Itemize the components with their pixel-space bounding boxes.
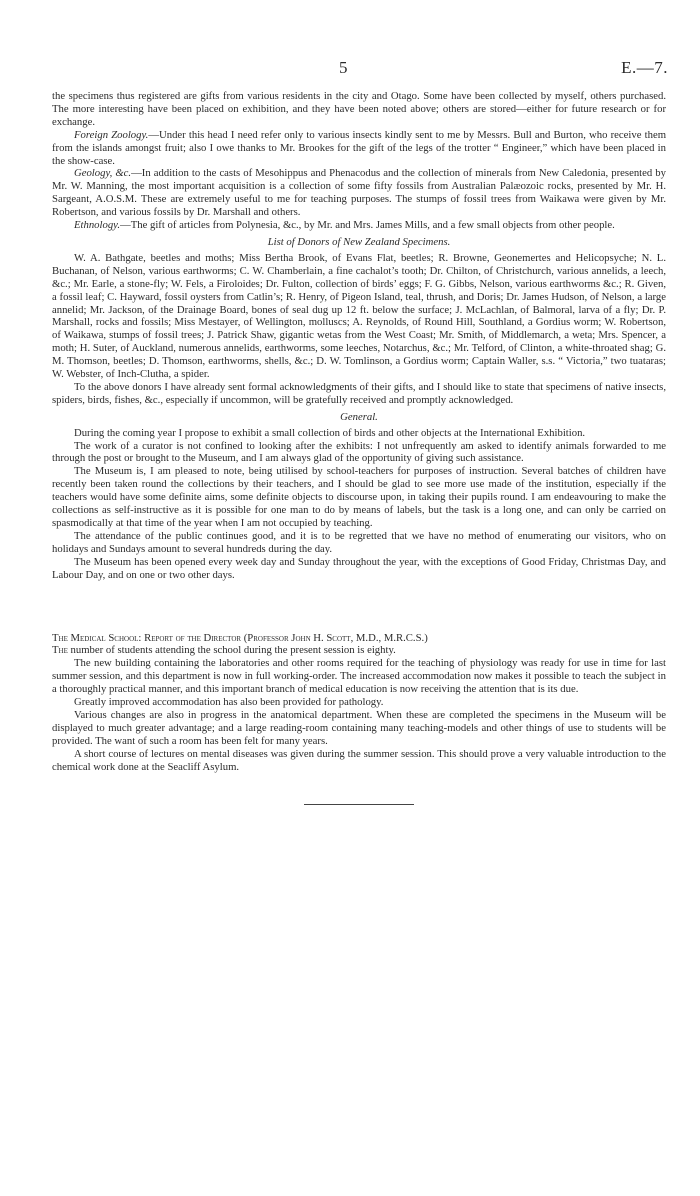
ethnology-label: Ethnology. <box>74 219 121 232</box>
medical-school-section <box>52 632 666 774</box>
general-paragraph-1: During the coming year I propose to exhibit a small collection of birds and other objects at the International Exhibition. <box>74 426 586 439</box>
geology-text: —In addition to the casts of Mesohippus and Phenacodus and the collection of minerals from New Caledonia, presented by Mr. W. Manning, the most important acquisition is a collection of some fifty fossils from Australian Palæozoic rocks, presented by Mr. H. Sargeant, A.O.S.M. These are extremely useful to me for teaching purposes. The stumps of fossil trees from Waikawa were given by Mr. Robertson, and various fossils by Dr. Marshall and others. <box>52 167 666 219</box>
medical-paragraph-3: Greatly improved accommodation has also been provided for pathology. <box>74 696 384 709</box>
museum-report-section <box>52 90 666 582</box>
ethnology-paragraph <box>52 219 666 232</box>
donors-heading: List of Donors of New Zealand Specimens. <box>267 235 451 248</box>
medical-p1-text: number of students attending the school during the present session is eighty. <box>67 644 396 657</box>
section-end-rule <box>304 804 414 805</box>
medical-heading-smallcaps: The Medical School: Report of the Director (Professor John H. Scott, <box>52 631 354 644</box>
intro-paragraph: the specimens thus registered are gifts from various residents in the city and Otago. Some have been collected by myself, others purchased. The more interesting have been placed on exhibition, and they have been noted above; others are stored—either for future research or for exchange. <box>52 90 666 128</box>
medical-paragraph-1 <box>52 644 666 657</box>
donors-thanks-paragraph: To the above donors I have already sent formal acknowledgments of their gifts, and I should like to state that specimens of native insects, spiders, birds, fishes, &c., especially if uncommon, will be gratefully received and promptly acknowledged. <box>52 380 666 406</box>
foreign-zoology-paragraph <box>52 129 666 168</box>
medical-p1-lead: The <box>52 644 68 657</box>
medical-paragraph-2: The new building containing the laboratories and other rooms required for the teaching of physiology was ready for use in time for last summer session, and this department is now in full working-order. The increased accommodation now makes it possible to teach the subject in a thoroughly practical manner, and this important branch of medical education is now receiving the attention that is its due. <box>52 657 666 696</box>
page-number: 5 <box>339 58 348 77</box>
general-paragraph-3: The Museum is, I am pleased to note, being utilised by school-teachers for purposes of instruction. Several batches of children have recently been taken round the collections by their teachers, and I should be glad to see more use made of the institution, especially if the teachers would have some definite aims, some definite objects to discourse upon, in taking their pupils round. I am endeavouring to make the collections as self-instructive as it is possible for one man to do by means of labels, but the task is a long one, and can only be carried on spasmodically at that time of the year when I am not occupied by teaching. <box>52 465 666 529</box>
medical-school-heading <box>52 632 666 645</box>
general-heading: General. <box>340 410 378 423</box>
general-paragraph-4: The attendance of the public continues good, and it is to be regretted that we have no method of enumerating our visitors, who on holidays and Sundays amount to several hundreds during the day. <box>52 529 666 555</box>
medical-paragraph-5: A short course of lectures on mental diseases was given during the summer session. This should prove a very valuable introduction to the chemical work done at the Seacliff Asylum. <box>52 747 666 773</box>
foreign-zoology-text: —Under this head I need refer only to various insects kindly sent to me by Messrs. Bull and Burton, who receive them from the islands amongst fruit; also I owe thanks to Mr. Brookes for the gift of the legs of the trotter “ Engineer,” which have been placed in the show-case. <box>52 128 667 167</box>
medical-paragraph-4: Various changes are also in progress in the anatomical department. When these are completed the specimens in the Museum will be displayed to much greater advantage; and a large reading-room containing many teaching-models and other things of use to students will be provided. The want of such a room has been felt for many years. <box>52 708 666 747</box>
foreign-zoology-label: Foreign Zoology. <box>74 128 149 141</box>
ethnology-text: —The gift of articles from Polynesia, &c., by Mr. and Mrs. James Mills, and a few small objects from other people. <box>120 219 615 232</box>
page-header <box>52 0 666 90</box>
general-paragraph-5: The Museum has been opened every week day and Sunday throughout the year, with the exceptions of Good Friday, Christmas Day, and Labour Day, and on one or two other days. <box>52 555 666 581</box>
medical-heading-rest: M.D., M.R.C.S.) <box>353 631 428 644</box>
geology-label: Geology, &c. <box>74 167 132 180</box>
donors-list-paragraph: W. A. Bathgate, beetles and moths; Miss Bertha Brook, of Evans Flat, beetles; R. Browne, Geonemertes and Helicopsyche; N. L. Buchanan, of Nelson, various earthworms; C. W. Chamberlain, a fine cachalot’s tooth; Dr. Chilton, of Christchurch, various annelids, a leech, &c.; Mr. Earle, a stone-fly; W. Fels, a Firoloides; Dr. Fulton, collection of birds’ eggs; F. G. Gibbs, Nelson, various earthworms &c.; R. Given, a fossil leaf; C. Hayward, fossil oysters from Catlin’s; R. Henry, of Pigeon Island, teal, thrush, and Doris; Dr. James Hudson, of Nelson, a large annelid; Mr. Jackson, of the Drainage Board, bones of seal dug up 12 ft. below the surface; J. McLachlan, of Balmoral, larva of a fly; Dr. P. Marshall, rocks and fossils; Miss Mestayer, of Wellington, molluscs; A. Reynolds, of Round Hill, Southland, a Gordius worm; W. Robertson, of Waikawa, stumps of fossil trees; J. Patrick Shaw, gigantic wetas from the West Coast; Mr. Smith, of Middlemarch, a weta; Mrs. Spencer, a moth; H. Suter, of Auckland, numerous annelids, earthworms, some leeches, Notarchus, &c.; Mr. Telford, of Clinton, a white-throated shag; G. M. Thomson, beetles; D. Thomson, earthworms, shells, &c.; D. W. Tomlinson, a Gordius worm; Captain Waller, s.s. “ Victoria,” two tuataras; W. Webster, of Inch-Clutha, a spider. <box>52 251 666 381</box>
document-page <box>52 0 666 805</box>
document-reference: E.—7. <box>621 58 668 77</box>
geology-paragraph <box>52 167 666 219</box>
general-paragraph-2: The work of a curator is not confined to looking after the exhibits: I not unfrequently am asked to identify animals forwarded to me through the post or brought to the Museum, and I am always glad of the opportunity of giving such assistance. <box>52 439 666 465</box>
